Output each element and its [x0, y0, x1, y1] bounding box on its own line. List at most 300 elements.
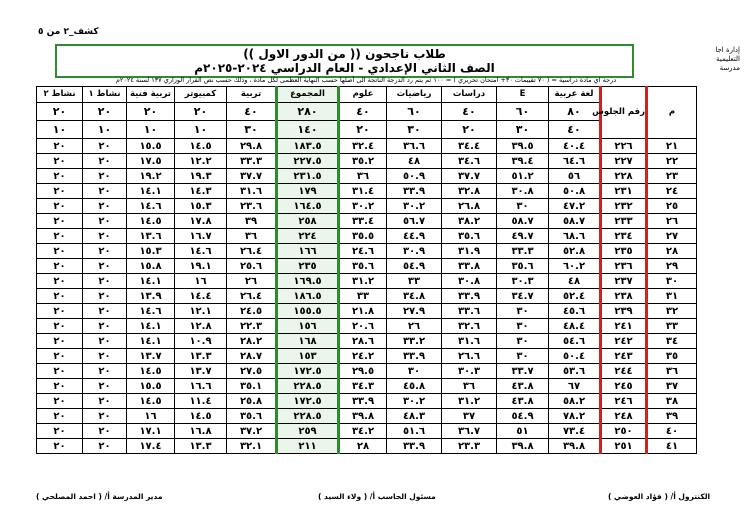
table-cell: ٢٣٣ — [601, 214, 647, 229]
table-cell: ٢٦.٦ — [442, 349, 497, 364]
table-cell: ٢٤٦ — [601, 394, 647, 409]
column-header: م — [647, 87, 697, 139]
column-header: رياضيات — [387, 87, 442, 103]
table-cell: ٣٩.٥ — [497, 139, 549, 154]
table-cell: ٢٠ — [83, 304, 127, 319]
table-cell: ٤٣.٨ — [497, 394, 549, 409]
table-cell: ٢٠ — [37, 304, 83, 319]
table-cell: ٥١.٢ — [497, 169, 549, 184]
table-cell: ٣٠.٣ — [442, 364, 497, 379]
table-cell: ٢٤ — [647, 184, 697, 199]
table-cell: ٢٨.٢ — [227, 334, 277, 349]
table-cell: ٣٣ — [339, 289, 387, 304]
table-cell: ٢٠ — [37, 349, 83, 364]
table-cell: ٢١ — [647, 139, 697, 154]
table-row — [37, 304, 697, 319]
table-cell: ٣٣.٩ — [442, 289, 497, 304]
school-line: مدرسة — [719, 64, 740, 72]
table-cell: ٢٩.٨ — [227, 139, 277, 154]
table-cell: ١٤.٥ — [175, 409, 227, 424]
table-cell: ٢٨ — [339, 439, 387, 454]
table-cell: ٥٢.٤ — [549, 289, 601, 304]
table-cell: ٣٠ — [497, 304, 549, 319]
table-cell: ٣١.٤ — [339, 184, 387, 199]
table-cell: ١٧٢.٥ — [277, 394, 339, 409]
table-cell: ٢٠ — [83, 439, 127, 454]
table-cell: ٢٥١ — [601, 439, 647, 454]
max-mark-cell: ٢٨٠ — [277, 103, 339, 121]
table-cell: ٣٤.٦ — [442, 154, 497, 169]
table-cell: ١٤.١ — [127, 334, 175, 349]
table-cell: ٢٣٨ — [601, 289, 647, 304]
table-cell: ١٧٢.٥ — [277, 364, 339, 379]
table-cell: ٣٣.٧ — [497, 364, 549, 379]
table-cell: ٣٣.٩ — [387, 184, 442, 199]
table-cell: ٢٠ — [83, 424, 127, 439]
table-cell: ٢٤.٢ — [339, 349, 387, 364]
table-cell: ١٦ — [127, 409, 175, 424]
table-cell: ٢٤٥ — [601, 379, 647, 394]
table-cell: ١٤.١ — [127, 184, 175, 199]
table-cell: ٥٠.٤ — [549, 349, 601, 364]
table-cell: ٢٠ — [37, 154, 83, 169]
table-row — [37, 319, 697, 334]
table-cell: ٤٨ — [387, 154, 442, 169]
table-cell: ٢٠ — [83, 244, 127, 259]
table-cell: ٢٠ — [37, 274, 83, 289]
table-cell: ٢٥٨ — [277, 214, 339, 229]
table-cell: ٣٩.٨ — [339, 409, 387, 424]
table-cell: ٦٧ — [549, 379, 601, 394]
table-cell: ٢٦.٤ — [227, 289, 277, 304]
table-cell: ٢٠ — [83, 319, 127, 334]
table-cell: ٣٠.٣ — [497, 274, 549, 289]
table-row — [37, 169, 697, 184]
table-cell: ٢٠ — [37, 244, 83, 259]
table-cell: ٢٣٥ — [601, 244, 647, 259]
table-cell: ٣٧ — [647, 379, 697, 394]
table-cell: ٥٢.٨ — [549, 244, 601, 259]
table-cell: ٤٥.٨ — [387, 379, 442, 394]
table-cell: ١٩.٢ — [127, 169, 175, 184]
table-cell: ٥٤.٩ — [497, 409, 549, 424]
table-cell: ٢٠ — [83, 259, 127, 274]
column-header: نشاط ٢ — [37, 87, 83, 103]
table-cell: ٢٠ — [83, 274, 127, 289]
table-cell: ١٢.٢ — [175, 154, 227, 169]
table-cell: ١٦٨ — [277, 334, 339, 349]
table-cell: ١٥٥.٥ — [277, 304, 339, 319]
table-cell: ٢٠ — [37, 289, 83, 304]
table-cell: ٢٢٧ — [601, 154, 647, 169]
table-cell: ٢٣.٦ — [227, 199, 277, 214]
table-row — [37, 334, 697, 349]
table-cell: ٢٥.٦ — [227, 259, 277, 274]
table-cell: ٢٠ — [37, 394, 83, 409]
table-cell: ٢٣٧ — [601, 274, 647, 289]
table-cell: ٣٥.٦ — [497, 259, 549, 274]
table-cell: ٣٠ — [497, 334, 549, 349]
title-box — [55, 44, 634, 78]
table-cell: ٢٥٠ — [601, 424, 647, 439]
table-cell: ٢٤١ — [601, 319, 647, 334]
min-mark-cell: ١٠ — [37, 121, 83, 139]
computer-signature: مسئول الحاسب أ/ ( ولاء السيد ) — [318, 492, 436, 501]
table-cell: ١٤.٥ — [127, 394, 175, 409]
table-cell: ٦٠.٢ — [549, 259, 601, 274]
table-cell: ٥٨.٧ — [497, 214, 549, 229]
column-header: لغة عربية — [549, 87, 601, 103]
min-mark-cell: ٣٠ — [497, 121, 549, 139]
min-marks-row — [37, 121, 697, 139]
table-cell: ١٥٦ — [277, 319, 339, 334]
table-cell: ٢٣١.٥ — [277, 169, 339, 184]
table-cell: ٣٩ — [227, 214, 277, 229]
table-cell: ٣٦ — [647, 364, 697, 379]
table-cell: ٢٠ — [83, 139, 127, 154]
table-cell: ٣٤ — [647, 334, 697, 349]
min-mark-cell: ٢٠ — [339, 121, 387, 139]
table-cell: ٣٣ — [387, 274, 442, 289]
table-cell: ١٨٣.٥ — [277, 139, 339, 154]
table-cell: ٢٢ — [647, 154, 697, 169]
table-cell: ٣١.٢ — [339, 274, 387, 289]
min-mark-cell: ٣٠ — [227, 121, 277, 139]
table-cell: ٣٣.٣ — [227, 154, 277, 169]
table-cell: ٣١.٢ — [442, 394, 497, 409]
max-mark-cell: ٢٠ — [175, 103, 227, 121]
column-header: E — [497, 87, 549, 103]
table-cell: ٤٨.٤ — [549, 319, 601, 334]
table-cell: ٥٦ — [549, 169, 601, 184]
table-cell: ٤٨ — [549, 274, 601, 289]
table-cell: ٣٩.٤ — [497, 154, 549, 169]
table-cell: ٣٠.٢ — [387, 394, 442, 409]
table-cell: ٢٤٢ — [601, 334, 647, 349]
table-cell: ٣٥.١ — [227, 379, 277, 394]
max-mark-cell: ٢٠ — [127, 103, 175, 121]
max-mark-cell: ٦٠ — [497, 103, 549, 121]
table-row — [37, 394, 697, 409]
table-cell: ٥٠.٩ — [387, 169, 442, 184]
title-line-1: طلاب ناجحون (( من الدور الاول )) — [243, 47, 446, 61]
header-row — [37, 87, 697, 103]
table-cell: ٢٦ — [387, 319, 442, 334]
table-cell: ٣٣.٢ — [387, 334, 442, 349]
max-mark-cell: ٦٠ — [387, 103, 442, 121]
table-cell: ٢٠ — [37, 259, 83, 274]
table-cell: ١٤.٤ — [175, 289, 227, 304]
table-cell: ١٤.٣ — [175, 184, 227, 199]
table-cell: ٣٥.٥ — [339, 229, 387, 244]
table-cell: ١٨٦.٥ — [277, 289, 339, 304]
page-label: كشف_٢ من ٥ — [38, 27, 99, 37]
table-cell: ٢٣٢ — [601, 199, 647, 214]
table-cell: ٢٠ — [37, 334, 83, 349]
column-header: كمبيوتر — [175, 87, 227, 103]
table-cell: ٣٢.٦ — [442, 319, 497, 334]
table-cell: ٥٨.٧ — [549, 214, 601, 229]
table-cell: ٣٦.٦ — [387, 139, 442, 154]
table-cell: ٢٣ — [647, 169, 697, 184]
table-cell: ١٦.٨ — [175, 424, 227, 439]
column-header: دراسات — [442, 87, 497, 103]
table-cell: ٤٩.٧ — [497, 229, 549, 244]
table-row — [37, 274, 697, 289]
table-cell: ٣٥.٢ — [339, 154, 387, 169]
table-cell: ٢٠ — [83, 154, 127, 169]
table-cell: ٥١ — [497, 424, 549, 439]
table-cell: ٣٧ — [442, 409, 497, 424]
table-cell: ١٦٤.٥ — [277, 199, 339, 214]
table-cell: ٥٦.٧ — [387, 214, 442, 229]
table-cell: ١٧.٨ — [175, 214, 227, 229]
table-row — [37, 259, 697, 274]
table-cell: ٢٠ — [83, 229, 127, 244]
table-cell: ٢٩ — [647, 259, 697, 274]
table-cell: ٢٤٤ — [601, 364, 647, 379]
table-cell: ٤٣.٨ — [497, 379, 549, 394]
table-cell: ١٤.١ — [127, 319, 175, 334]
table-cell: ٣١.٦ — [442, 334, 497, 349]
table-cell: ٣٦.٧ — [442, 424, 497, 439]
table-cell: ٣٠.٢ — [339, 199, 387, 214]
table-cell: ٣٣.٦ — [442, 304, 497, 319]
table-cell: ٢٢٧.٥ — [277, 154, 339, 169]
table-cell: ٢٢٦ — [601, 139, 647, 154]
table-cell: ٢٧.٩ — [387, 304, 442, 319]
table-cell: ١٧.١ — [127, 424, 175, 439]
table-cell: ٢٦.٤ — [227, 244, 277, 259]
table-cell: ١٥.٣ — [127, 244, 175, 259]
table-cell: ٢٠ — [83, 169, 127, 184]
max-mark-cell: ٤٠ — [442, 103, 497, 121]
table-cell: ٣٣.٣ — [497, 244, 549, 259]
table-cell: ٢٠ — [83, 394, 127, 409]
table-row — [37, 229, 697, 244]
table-row — [37, 349, 697, 364]
table-row — [37, 184, 697, 199]
table-cell: ١٤.٦ — [127, 199, 175, 214]
min-mark-cell: ٣٠ — [387, 121, 442, 139]
table-cell: ٣٣.٩ — [387, 439, 442, 454]
table-cell: ٣١ — [647, 289, 697, 304]
table-cell: ٢٠ — [83, 349, 127, 364]
min-mark-cell: ٢٠ — [442, 121, 497, 139]
table-cell: ١٠.٩ — [175, 334, 227, 349]
table-cell: ١٥.٣ — [175, 199, 227, 214]
table-cell: ٣٦ — [227, 229, 277, 244]
max-mark-cell: ٨٠ — [549, 103, 601, 121]
table-cell: ٣٨.٢ — [442, 214, 497, 229]
table-cell: ٢٣٦ — [601, 259, 647, 274]
table-cell: ٢٠ — [37, 184, 83, 199]
table-cell: ٢٠ — [37, 169, 83, 184]
table-cell: ١٧.٤ — [127, 439, 175, 454]
table-cell: ١٦٩.٥ — [277, 274, 339, 289]
table-cell: ٢٢٨ — [601, 169, 647, 184]
table-cell: ٣٥.٦ — [442, 229, 497, 244]
table-cell: ٣٩ — [647, 409, 697, 424]
table-cell: ٣٠.٢ — [387, 199, 442, 214]
table-cell: ٦٤.٦ — [549, 154, 601, 169]
table-cell: ٢٢٤ — [277, 229, 339, 244]
table-cell: ٣٠ — [387, 364, 442, 379]
table-cell: ٢٢٨.٥ — [277, 409, 339, 424]
table-row — [37, 139, 697, 154]
table-cell: ٢٧ — [647, 229, 697, 244]
table-cell: ٥١.٦ — [387, 424, 442, 439]
table-cell: ١٣.٣ — [175, 439, 227, 454]
table-cell: ١٢.١ — [175, 304, 227, 319]
table-row — [37, 379, 697, 394]
table-cell: ٢٦ — [227, 274, 277, 289]
table-cell: ٢٣١ — [601, 184, 647, 199]
table-cell: ٣٥ — [647, 349, 697, 364]
table-cell: ٢٠ — [83, 334, 127, 349]
table-cell: ٣٤.٧ — [497, 289, 549, 304]
table-cell: ١٣.٧ — [127, 349, 175, 364]
table-cell: ٣٣.٩ — [339, 394, 387, 409]
table-cell: ٢٤٣ — [601, 349, 647, 364]
table-cell: ٤٠ — [647, 424, 697, 439]
table-cell: ٢٣٥ — [277, 259, 339, 274]
table-cell: ٢٥ — [647, 199, 697, 214]
table-cell: ٢٢.٣ — [227, 319, 277, 334]
table-cell: ٥٤.٦ — [549, 334, 601, 349]
principal-signature: مدير المدرسة أ/ ( احمد المصلحي ) — [36, 492, 163, 501]
table-cell: ٣٧.٢ — [227, 424, 277, 439]
table-cell: ٣٠ — [497, 319, 549, 334]
table-cell: ٧٣.٤ — [549, 424, 601, 439]
table-cell: ١٥٣ — [277, 349, 339, 364]
table-cell: ٧٨.٢ — [549, 409, 601, 424]
table-cell: ٣٠ — [647, 274, 697, 289]
table-cell: ٣٧.٧ — [227, 169, 277, 184]
table-cell: ٥٣.٦ — [549, 364, 601, 379]
table-cell: ٢٥.٨ — [227, 394, 277, 409]
table-cell: ٢٠ — [37, 424, 83, 439]
min-mark-cell: ١٠ — [175, 121, 227, 139]
table-cell: ٣٤.٤ — [442, 139, 497, 154]
table-cell: ٢٧.٥ — [227, 364, 277, 379]
table-cell: ٣٩.٨ — [549, 439, 601, 454]
column-header: المجموع — [277, 87, 339, 103]
table-cell: ٦٨.٦ — [549, 229, 601, 244]
table-cell: ٢٠ — [37, 139, 83, 154]
table-cell: ١٧٩ — [277, 184, 339, 199]
min-mark-cell: ١٠ — [83, 121, 127, 139]
table-cell: ٣٠.٩ — [387, 244, 442, 259]
table-cell: ١٣.٩ — [127, 289, 175, 304]
table-cell: ١٣.٧ — [175, 364, 227, 379]
max-mark-cell: ٤٠ — [339, 103, 387, 121]
column-header: علوم — [339, 87, 387, 103]
table-cell: ٢٠ — [83, 184, 127, 199]
table-cell: ٢٦ — [647, 214, 697, 229]
table-cell: ١٤.١ — [127, 274, 175, 289]
table-cell: ٢٠ — [37, 199, 83, 214]
table-cell: ٣٩.٨ — [497, 439, 549, 454]
table-row — [37, 364, 697, 379]
table-cell: ٣٦ — [339, 169, 387, 184]
table-cell: ٢٨.٧ — [227, 349, 277, 364]
column-header: تربية — [227, 87, 277, 103]
table-row — [37, 289, 697, 304]
table-cell: ١٤.٦ — [175, 244, 227, 259]
table-cell: ٢٣٩ — [601, 304, 647, 319]
table-cell: ٢٨.٦ — [339, 334, 387, 349]
table-cell: ١٦ — [175, 274, 227, 289]
table-cell: ١٤.٥ — [127, 364, 175, 379]
table-cell: ١٩.١ — [175, 259, 227, 274]
table-cell: ٢٤.٦ — [339, 244, 387, 259]
max-mark-cell: ٢٠ — [83, 103, 127, 121]
table-cell: ٢١١ — [277, 439, 339, 454]
column-header: رقم الجلوس — [601, 87, 647, 139]
table-cell: ٢٠ — [37, 319, 83, 334]
min-mark-cell: ١٠ — [127, 121, 175, 139]
min-mark-cell: ١٤٠ — [277, 121, 339, 139]
table-cell: ١١.٤ — [175, 394, 227, 409]
table-cell: ٣٤.٢ — [339, 424, 387, 439]
table-cell: ٢٤٨ — [601, 409, 647, 424]
title-line-2: الصف الثاني الإعدادي - العام الدراسي ٢٠٢٤-٢٠٢٥م — [194, 61, 495, 75]
table-cell: ٢١.٨ — [339, 304, 387, 319]
table-cell: ٣٧.٧ — [442, 169, 497, 184]
table-cell: ٣٢.٤ — [339, 139, 387, 154]
table-cell: ١٤.٦ — [127, 304, 175, 319]
table-cell: ٣٢ — [647, 304, 697, 319]
table-cell: ٥٤.٩ — [387, 259, 442, 274]
table-cell: ٣٣.٤ — [339, 214, 387, 229]
table-cell: ٣٦ — [442, 379, 497, 394]
administration-header — [700, 46, 740, 73]
grades-table — [36, 86, 697, 454]
table-cell: ١٦.٧ — [175, 229, 227, 244]
table-cell: ٣٢.٨ — [442, 184, 497, 199]
table-cell: ٣٠.٨ — [442, 274, 497, 289]
table-cell: ٣١.٦ — [227, 184, 277, 199]
table-cell: ١٩.٣ — [175, 169, 227, 184]
table-cell: ٣٥.٦ — [339, 259, 387, 274]
table-cell: ٢٠ — [37, 364, 83, 379]
table-cell: ٢٠ — [83, 409, 127, 424]
min-mark-cell: ٤٠ — [549, 121, 601, 139]
table-cell: ٢٨ — [647, 244, 697, 259]
table-cell: ٢٠ — [37, 229, 83, 244]
table-cell: ٣٣.٩ — [387, 349, 442, 364]
control-signature: الكنترول أ/ ( فؤاد العوضي ) — [608, 492, 711, 501]
table-cell: ٣٢.١ — [227, 439, 277, 454]
table-cell: ٢٠ — [83, 364, 127, 379]
table-cell: ١٤.٥ — [175, 139, 227, 154]
table-cell: ٢٠ — [83, 289, 127, 304]
table-cell: ٣٣ — [647, 319, 697, 334]
max-mark-cell: ٤٠ — [227, 103, 277, 121]
column-header: تربية فنية — [127, 87, 175, 103]
table-cell: ١٤.٥ — [127, 214, 175, 229]
max-mark-cell: ٢٠ — [37, 103, 83, 121]
table-cell: ٢٩.٥ — [339, 364, 387, 379]
table-cell: ١٥.٨ — [127, 259, 175, 274]
table-row — [37, 424, 697, 439]
table-cell: ٢٠ — [83, 214, 127, 229]
table-cell: ٣١.٩ — [442, 244, 497, 259]
table-row — [37, 409, 697, 424]
table-cell: ٣٨ — [647, 394, 697, 409]
column-header: نشاط ١ — [83, 87, 127, 103]
